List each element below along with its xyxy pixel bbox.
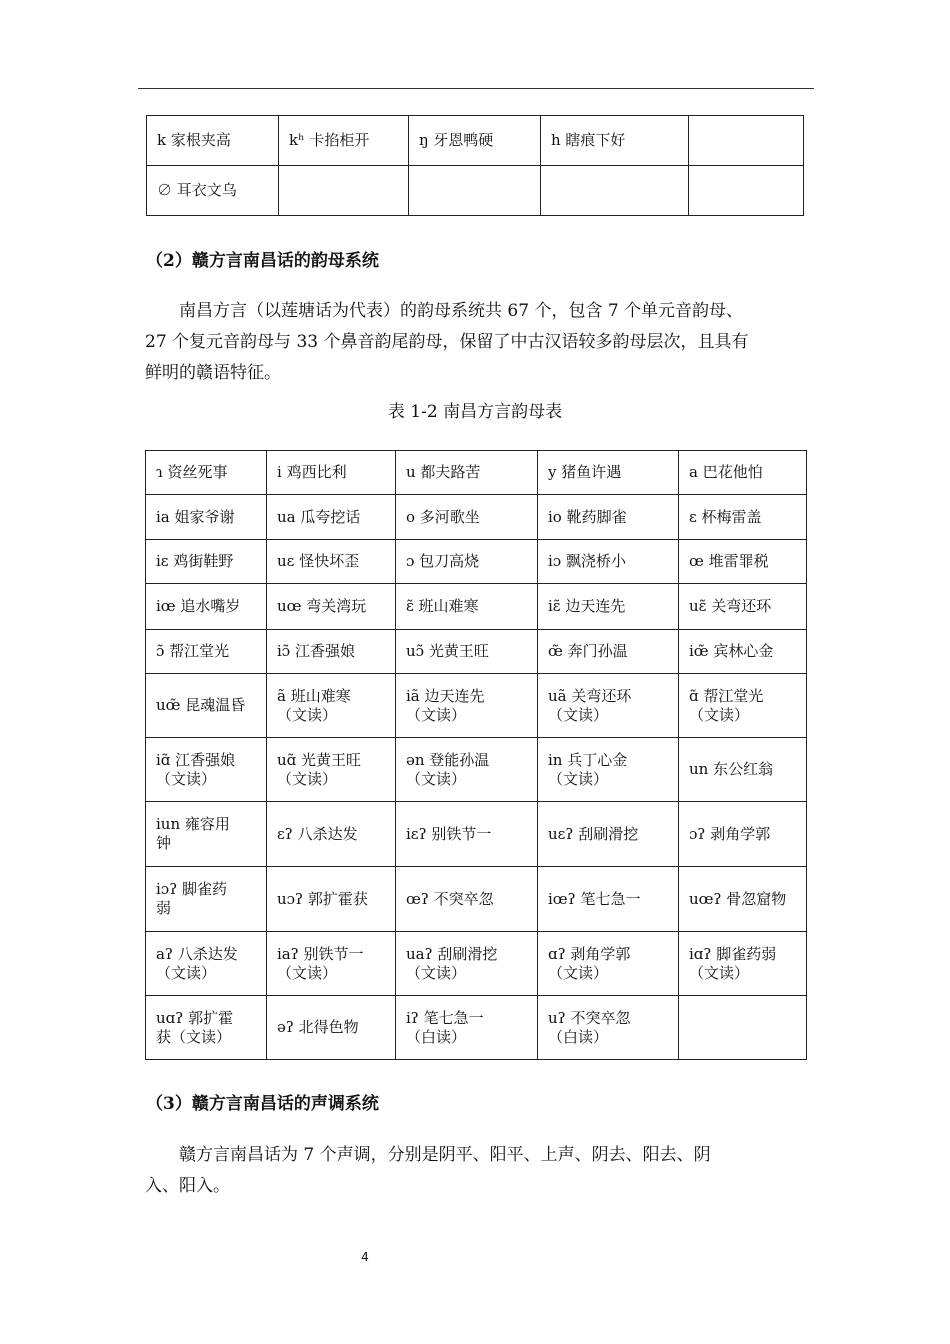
finals-table-row: [146, 867, 807, 932]
finals-table-cell: [267, 540, 396, 584]
finals-table-row: [146, 630, 807, 674]
finals-table-cell-text: ia 姐家爷谢: [156, 507, 235, 526]
finals-table-cell-text: uɛ̃ 关弯还环: [689, 597, 772, 615]
paragraph-finals-line-2: 27 个复元音韵母与 33 个鼻音韵尾韵母，保留了中古汉语较多韵母层次，且具有: [145, 332, 749, 352]
finals-table-cell: [679, 540, 807, 584]
finals-table-cell: [146, 451, 267, 495]
finals-table-cell: [267, 996, 396, 1060]
finals-table-cell-text: iœʔ 笔七急一: [548, 889, 641, 908]
finals-table-cell: [396, 738, 538, 802]
finals-table-cell: [538, 540, 679, 584]
finals-table-row: [146, 451, 807, 495]
finals-table-cell: [146, 630, 267, 674]
finals-table-cell-text: u 都夫路苦: [406, 463, 481, 481]
finals-table-cell: [538, 996, 679, 1060]
finals-table-cell-text: iɛʔ 别铁节一: [406, 824, 492, 843]
finals-table-cell-text: ua 瓜夸挖话: [277, 507, 361, 526]
header-rule: [138, 88, 814, 89]
finals-table-row: [146, 584, 807, 630]
finals-table-cell-text: o 多河歌坐: [406, 507, 480, 526]
consonant-table-cell: [279, 166, 409, 216]
finals-table-row: [146, 540, 807, 584]
consonant-table-cell: [147, 166, 279, 216]
finals-table-cell-text: uaʔ 刮刷滑挖 （文读）: [406, 944, 498, 982]
finals-table-cell-text: in 兵丁心金 （文读）: [548, 750, 628, 788]
finals-table-cell: [267, 802, 396, 867]
finals-table-row: [146, 932, 807, 996]
finals-table-cell: [146, 738, 267, 802]
finals-table-cell-text: iœ 追水嘴岁: [156, 597, 241, 615]
finals-table-cell-text: ɛ̃ 班山难寒: [406, 597, 479, 615]
finals-table-row: [146, 996, 807, 1060]
finals-table-cell-text: un 东公红翁: [689, 760, 774, 778]
section-heading-finals: （2）赣方言南昌话的韵母系统: [146, 251, 379, 271]
finals-table-cell: [146, 540, 267, 584]
finals-table-cell-text: uɑʔ 郭扩霍 获（文读）: [156, 1008, 234, 1046]
consonant-table-cell: [279, 116, 409, 166]
paragraph-finals-line-3: 鲜明的赣语特征。: [145, 363, 281, 383]
table-caption: 表 1-2 南昌方言韵母表: [387, 402, 563, 422]
finals-table-cell-text: uœʔ 骨忽窟物: [689, 889, 787, 908]
finals-table-cell: [679, 932, 807, 996]
finals-table-cell-text: ɔʔ 剥角学郭: [689, 824, 771, 843]
finals-table-cell-text: əʔ 北得色物: [277, 1018, 359, 1036]
finals-table-cell: [679, 674, 807, 738]
finals-table-cell: [679, 802, 807, 867]
finals-table-cell: [267, 867, 396, 932]
finals-table-cell: [679, 738, 807, 802]
finals-table-cell-text: iɔ̃ 江香强娘: [277, 642, 355, 660]
finals-table-cell: [267, 495, 396, 540]
finals-table-cell-text: io 靴药脚雀: [548, 507, 627, 526]
consonant-table-cell: [689, 116, 804, 166]
finals-table-cell: [679, 630, 807, 674]
finals-table-cell: [396, 674, 538, 738]
finals-table-row: [146, 495, 807, 540]
consonant-table-cell: [689, 166, 804, 216]
finals-table-cell: [146, 584, 267, 630]
finals-table-cell-text: œ̃ 奔门孙温: [548, 642, 628, 660]
finals-table-cell-text: iaʔ 别铁节一 （文读）: [277, 944, 364, 982]
finals-table-cell-text: ɛʔ 八杀达发: [277, 824, 358, 843]
consonant-table-cell: [541, 116, 689, 166]
finals-table-cell: [396, 540, 538, 584]
page-number: 4: [361, 1250, 369, 1264]
finals-table-cell: [396, 802, 538, 867]
finals-table-cell: [396, 630, 538, 674]
finals-table-cell-text: y 猪鱼许遇: [548, 463, 622, 481]
finals-table-cell-text: iɑ̃ 江香强娘 （文读）: [156, 750, 236, 788]
finals-table-cell-text: iɛ̃ 边天连先: [548, 597, 626, 615]
consonant-table-cell-text: h 瞎痕下好: [551, 131, 626, 149]
finals-table: [145, 450, 807, 1060]
finals-table-cell: [267, 630, 396, 674]
finals-table-cell: [396, 932, 538, 996]
finals-table-cell: [538, 630, 679, 674]
consonant-table-cell-text: k 家根夹高: [157, 131, 231, 149]
finals-table-cell-text: a 巴花他怕: [689, 463, 763, 481]
finals-table-cell-text: iɔʔ 脚雀药 弱: [156, 880, 228, 917]
finals-table-cell: [396, 451, 538, 495]
finals-table-cell-text: uɔʔ 郭扩霍获: [277, 889, 368, 908]
finals-table-cell-text: uœ 弯关湾玩: [277, 597, 367, 615]
finals-table-cell: [146, 674, 267, 738]
consonant-table-cell: [409, 166, 541, 216]
finals-table-cell: [146, 932, 267, 996]
finals-table-cell-text: uɛʔ 刮刷滑挖: [548, 824, 639, 843]
finals-table-row: [146, 802, 807, 867]
finals-table-cell-text: ɑ̃ 帮江堂光 （文读）: [689, 686, 764, 724]
finals-table-cell: [538, 932, 679, 996]
finals-table-cell-text: œ 堆雷罪税: [689, 552, 769, 570]
consonant-table-row: [147, 116, 804, 166]
consonant-table-row: [147, 166, 804, 216]
finals-table-cell-text: œʔ 不突卒忽: [406, 889, 494, 908]
finals-table-cell: [538, 451, 679, 495]
finals-table-cell-text: ən 登能孙温 （文读）: [406, 750, 490, 788]
finals-table-cell-text: uɔ̃ 光黄王旺: [406, 642, 489, 660]
finals-table-cell: [146, 802, 267, 867]
finals-table-cell-text: iœ̃ 宾林心金: [689, 642, 774, 660]
finals-table-cell: [267, 738, 396, 802]
finals-table-cell: [679, 584, 807, 630]
consonant-table-cell-text: ∅ 耳衣文乌: [157, 181, 237, 199]
finals-table-cell-text: aʔ 八杀达发 （文读）: [156, 944, 238, 982]
finals-table-cell: [267, 674, 396, 738]
finals-table-cell: [146, 495, 267, 540]
paragraph-tones-line-2: 入、阳入。: [145, 1176, 230, 1196]
finals-table-cell: [396, 495, 538, 540]
finals-table-cell: [267, 584, 396, 630]
consonant-table-cell: [147, 116, 279, 166]
finals-table-cell: [538, 802, 679, 867]
finals-table-cell-text: ã 班山难寒 （文读）: [277, 686, 351, 724]
finals-table-cell-text: iɛ 鸡街鞋野: [156, 552, 234, 570]
finals-table-cell: [396, 996, 538, 1060]
consonant-table-cell-text: kʰ 卡掐柜开: [289, 131, 370, 149]
finals-table-cell-text: iun 雍容用 钟: [156, 815, 230, 852]
section-heading-tones: （3）赣方言南昌话的声调系统: [146, 1094, 379, 1114]
finals-table-cell-text: ɿ 资丝死事: [156, 463, 228, 481]
finals-table-cell: [146, 996, 267, 1060]
finals-table-cell-text: uɛ 怪快坏歪: [277, 552, 360, 570]
finals-table-cell: [146, 867, 267, 932]
consonant-table-body: [147, 116, 804, 216]
finals-table-cell: [267, 451, 396, 495]
finals-table-cell-text: ɔ̃ 帮江堂光: [156, 642, 230, 660]
finals-table-row: [146, 738, 807, 802]
paragraph-tones-line-1: 赣方言南昌话为 7 个声调，分别是阴平、阳平、上声、阴去、阳去、阴: [179, 1145, 711, 1165]
finals-table-cell: [538, 495, 679, 540]
paragraph-finals-line-1: 南昌方言（以莲塘话为代表）的韵母系统共 67 个，包含 7 个单元音韵母、: [179, 301, 744, 321]
finals-table-cell-text: uœ̃ 昆魂温昏: [156, 696, 246, 714]
finals-table-cell-text: uã 关弯还环 （文读）: [548, 686, 632, 724]
finals-table-cell: [538, 867, 679, 932]
finals-table-cell: [679, 867, 807, 932]
finals-table-cell: [679, 996, 807, 1060]
finals-table-cell-text: uɑ̃ 光黄王旺 （文读）: [277, 750, 362, 788]
finals-table-cell-text: ɑʔ 剥角学郭 （文读）: [548, 944, 631, 982]
finals-table-cell-text: iã 边天连先 （文读）: [406, 686, 485, 724]
finals-table-cell-text: i 鸡西比利: [277, 463, 347, 481]
finals-table-cell: [538, 738, 679, 802]
finals-table-body: [146, 451, 807, 1060]
finals-table-cell: [679, 495, 807, 540]
finals-table-cell-text: ɔ 包刀高烧: [406, 552, 480, 570]
finals-table-row: [146, 674, 807, 738]
consonant-table-cell: [541, 166, 689, 216]
finals-table-cell-text: uʔ 不突卒忽 （白读）: [548, 1008, 631, 1046]
finals-table-cell-text: iʔ 笔七急一 （白读）: [406, 1008, 484, 1046]
finals-table-cell-text: iɔ 飘浇桥小: [548, 552, 626, 570]
finals-table-cell: [396, 584, 538, 630]
finals-table-cell: [679, 451, 807, 495]
finals-table-cell-text: iɑʔ 脚雀药弱 （文读）: [689, 944, 777, 982]
consonant-table: [146, 115, 804, 216]
consonant-table-cell-text: ŋ 牙恩鸭硬: [419, 131, 494, 149]
finals-table-cell: [267, 932, 396, 996]
consonant-table-cell: [409, 116, 541, 166]
finals-table-cell: [538, 674, 679, 738]
finals-table-cell: [538, 584, 679, 630]
finals-table-cell: [396, 867, 538, 932]
finals-table-cell-text: ɛ 杯梅雷盖: [689, 507, 762, 526]
